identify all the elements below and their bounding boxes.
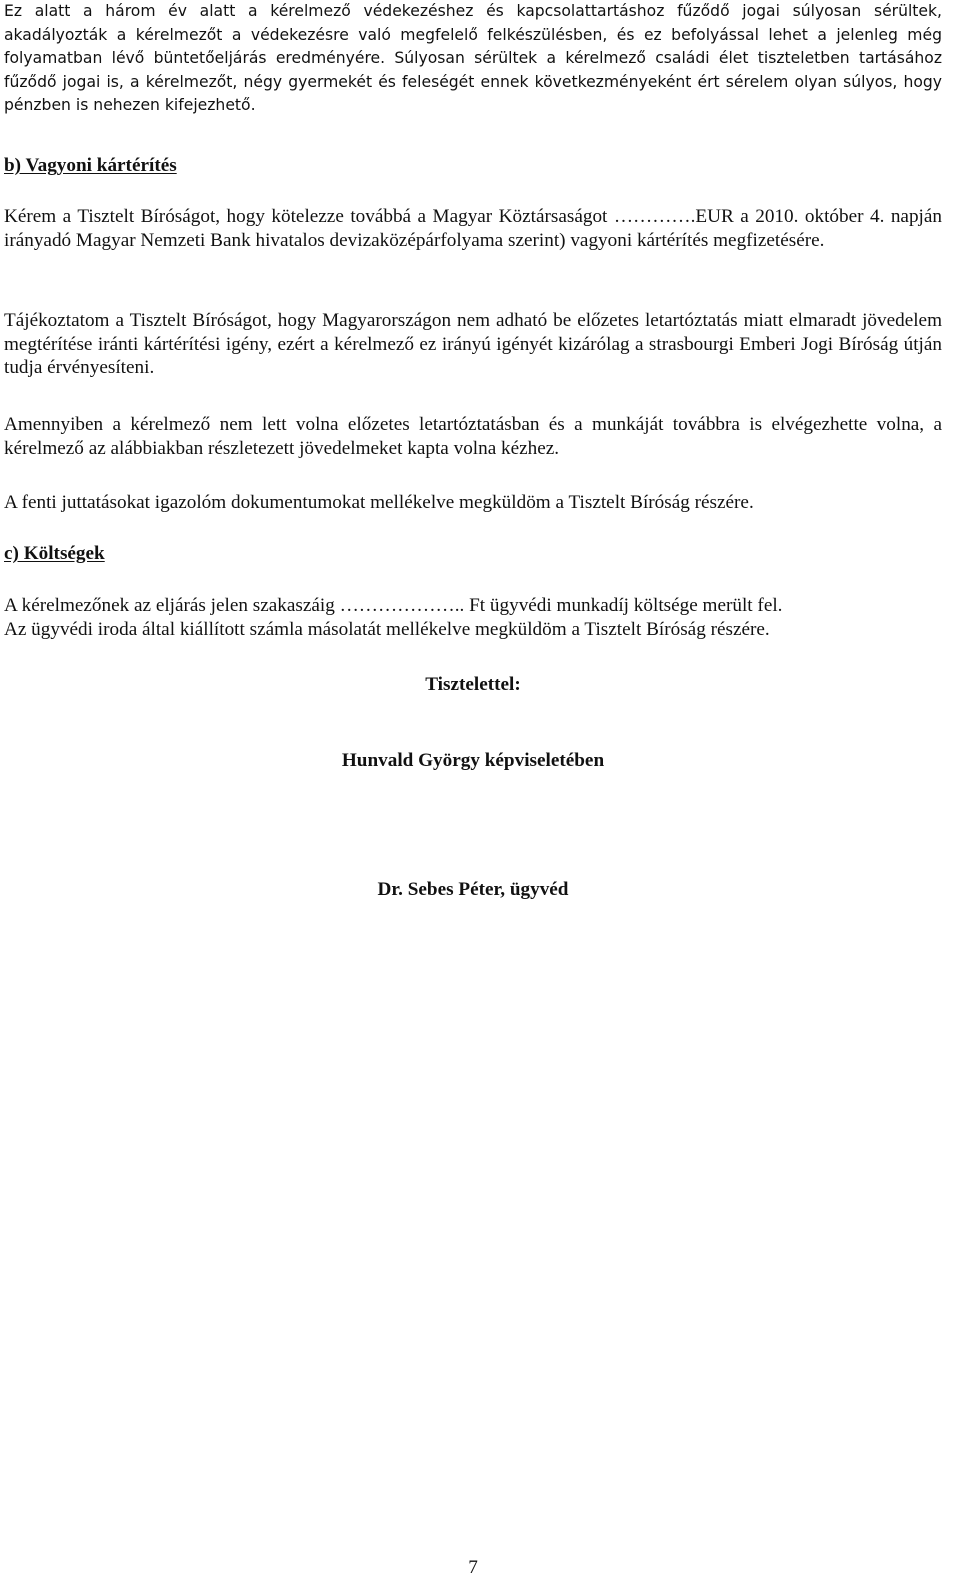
paragraph-intro: Ez alatt a három év alatt a kérelmező védekezéshez és kapcsolattartáshoz fűződő jogai súlyosan sérültek, akadályozták a kérelmezőt a védekezésre való megfelelő felkészülésben, és ez befolyással lehet a jelenleg még folyamatban lévő büntetőeljárás eredményére. Súlyosan sérültek a kérelmező családi élet tiszteletben tartásához fűződő jogai is, a kérelmezőt, négy gyermekét és feleségét ennek következményeként ért sérelem olyan súlyos, hogy pénzben is nehezen kifejezhető.	[4, 2, 942, 115]
paragraph-lost-income: Amennyiben a kérelmező nem lett volna előzetes letartóztatásban és a munkáját továbbra is elvégezhette volna, a kérelmező az alábbiakban részletezett jövedelmeket kapta volna kézhez.	[4, 414, 942, 459]
costs-block	[4, 594, 942, 641]
closing-salutation: Tisztelettel:	[425, 674, 521, 695]
costs-line-invoice: Az ügyvédi iroda által kiállított számla másolatát mellékelve megküldöm a Tisztelt Bíróság részére.	[4, 618, 770, 640]
page-number: 7	[468, 1557, 478, 1578]
signatory-name: Dr. Sebes Péter, ügyvéd	[377, 879, 569, 900]
represented-party: Hunvald György képviseletében	[341, 750, 605, 771]
document-page	[4, 0, 942, 1596]
paragraph-attachments: A fenti juttatásokat igazolóm dokumentumokat mellékelve megküldöm a Tisztelt Bíróság részére.	[4, 492, 754, 513]
paragraph-compensation-request: Kérem a Tisztelt Bíróságot, hogy kötelezze továbbá a Magyar Köztársaságot ………….EUR a 2010. október 4. napján irányadó Magyar Nemzeti Bank hivatalos devizaközépárfolyama szerint) vagyoni kártérítés megfizetésére.	[4, 206, 942, 251]
section-c-heading: c) Költségek	[4, 543, 105, 564]
paragraph-information: Tájékoztatom a Tisztelt Bíróságot, hogy Magyarországon nem adható be előzetes letartóztatás miatt elmaradt jövedelem megtérítése iránti kártérítési igény, ezért a kérelmező ez irányú igényét kizárólag a strasbourgi Emberi Jogi Bíróság útján tudja érvényesíteni.	[4, 310, 942, 378]
section-b-heading: b) Vagyoni kártérítés	[4, 155, 177, 176]
costs-line-fee: A kérelmezőnek az eljárás jelen szakaszáig ……………….. Ft ügyvédi munkadíj költsége merült fel.	[4, 595, 783, 616]
